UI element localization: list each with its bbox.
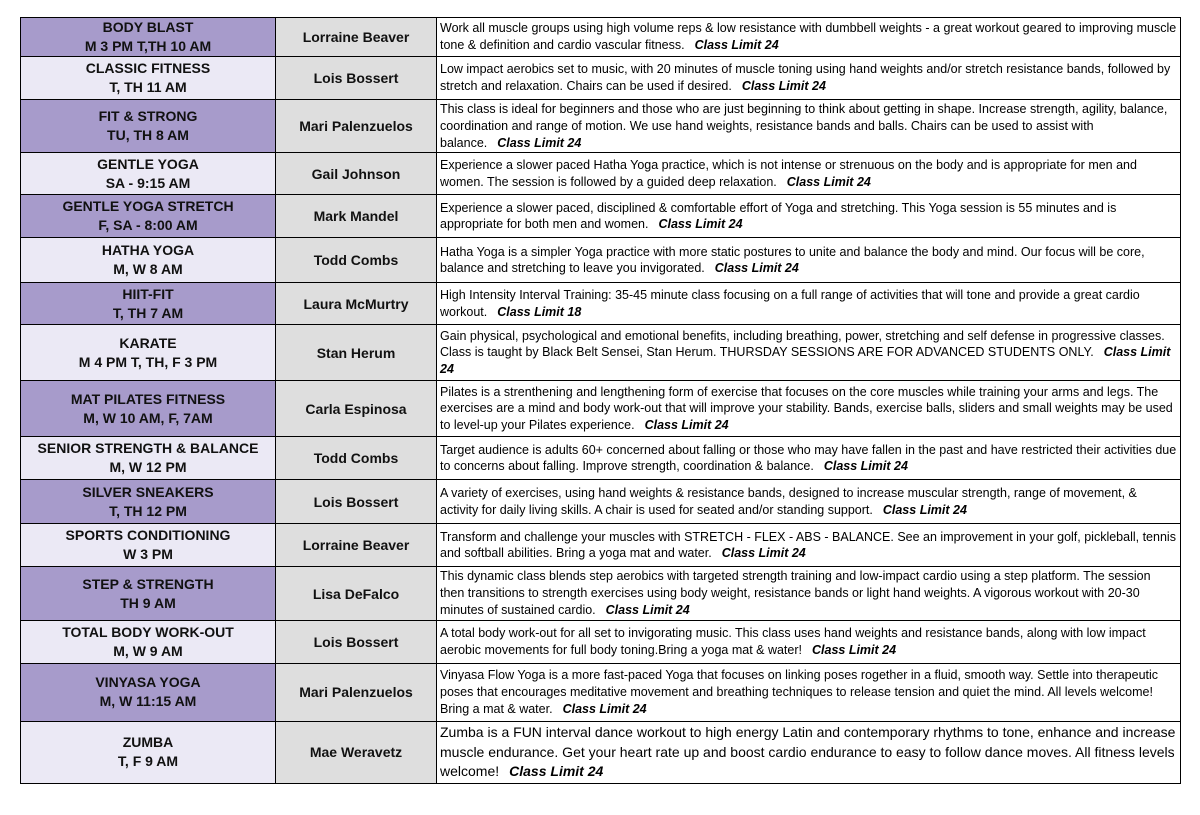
class-row <box>21 18 1181 57</box>
class-name: SPORTS CONDITIONING <box>65 527 231 544</box>
instructor-name: Laura McMurtry <box>276 283 437 325</box>
instructor-name: Mae Weravetz <box>276 721 437 783</box>
class-name: VINYASA YOGA <box>95 674 201 691</box>
class-cell <box>21 195 276 238</box>
description-cell <box>437 437 1181 480</box>
class-limit: Class Limit 24 <box>812 642 897 657</box>
class-cell <box>21 620 276 663</box>
description-cell <box>437 57 1181 100</box>
class-row <box>21 283 1181 325</box>
class-cell <box>21 524 276 567</box>
class-description: Experience a slower paced Hatha Yoga practice, which is not intense or strenuous on the body and is appropriate for men and women. The session is followed by a guided deep relaxation. <box>440 158 1137 189</box>
class-limit: Class Limit 24 <box>882 502 967 517</box>
class-limit: Class Limit 24 <box>823 459 908 474</box>
description-cell <box>437 567 1181 620</box>
description-cell <box>437 153 1181 195</box>
class-description: Target audience is adults 60+ concerned about falling or those who may have fallen in the past and have restricted their activities due to concerns about falling. Improve strength, coordination & balance. <box>440 442 1177 474</box>
class-time: T, F 9 AM <box>117 753 179 770</box>
description-cell <box>437 100 1181 153</box>
class-cell <box>21 480 276 524</box>
class-time: SA - 9:15 AM <box>105 174 191 191</box>
class-name: TOTAL BODY WORK-OUT <box>62 623 234 640</box>
class-description: High Intensity Interval Training: 35-45 minute class focusing on a full range of activities that will tone and provide a great cardio workout. <box>440 288 1140 319</box>
instructor-name: Todd Combs <box>276 437 437 480</box>
description-cell <box>437 620 1181 663</box>
class-name: SILVER SNEAKERS <box>82 483 214 500</box>
class-time: T, TH 11 AM <box>109 79 187 95</box>
class-time: TU, TH 8 AM <box>107 127 189 144</box>
class-name: HIIT-FIT <box>122 285 174 302</box>
description-cell <box>437 195 1181 238</box>
class-time: M 4 PM T, TH, F 3 PM <box>78 353 218 370</box>
class-cell <box>21 567 276 620</box>
class-cell <box>21 100 276 153</box>
class-description: This dynamic class blends step aerobics with targeted strength training and low-impact cardio using a step platform. The session then transitions to strength exercises using body weight, resistance bands or light hand weights. A vigorous workout with 20-30 minutes of sustained cardio. <box>440 569 1151 617</box>
class-limit: Class Limit 24 <box>562 701 647 716</box>
class-limit: Class Limit 24 <box>509 763 604 780</box>
class-name: HATHA YOGA <box>101 242 195 259</box>
class-name: GENTLE YOGA <box>97 155 199 172</box>
class-limit: Class Limit 24 <box>741 79 826 93</box>
class-row <box>21 100 1181 153</box>
class-cell <box>21 18 276 57</box>
class-name: FIT & STRONG <box>98 108 198 125</box>
class-name: MAT PILATES FITNESS <box>70 390 226 407</box>
class-limit: Class Limit 24 <box>644 418 729 433</box>
class-description: Gain physical, psychological and emotional benefits, including breathing, power, stretching and self defense in progressive classes. Class is taught by Black Belt Sensei, Stan Herum. THURSDAY SESSIONS ARE FOR ADVANCED STUDENTS ONLY. <box>440 328 1165 360</box>
class-name: CLASSIC FITNESS <box>85 60 211 76</box>
class-time: M, W 10 AM, F, 7AM <box>83 409 213 426</box>
instructor-name: Mari Palenzuelos <box>276 100 437 153</box>
instructor-name: Lois Bossert <box>276 480 437 524</box>
class-row <box>21 325 1181 381</box>
class-description: Experience a slower paced, disciplined & comfortable effort of Yoga and stretching. This Yoga session is 55 minutes and is appropriate for both men and women. <box>440 200 1117 232</box>
class-name: ZUMBA <box>122 734 174 751</box>
class-time: M, W 12 PM <box>109 459 187 476</box>
instructor-name: Stan Herum <box>276 325 437 381</box>
class-name: BODY BLAST <box>102 19 194 35</box>
class-cell <box>21 663 276 721</box>
class-time: T, TH 7 AM <box>112 304 184 321</box>
class-time: M 3 PM T,TH 10 AM <box>84 38 212 54</box>
class-limit: Class Limit 24 <box>440 345 1171 377</box>
class-description: A variety of exercises, using hand weights & resistance bands, designed to increase muscular strength, range of movement, & activity for daily living skills. A chair is used for seated and/or standing support. <box>440 486 1137 517</box>
instructor-name: Todd Combs <box>276 238 437 283</box>
class-description: Vinyasa Flow Yoga is a more fast-paced Yoga that focuses on linking poses rogether in a fluid, smooth way. Settle into therapeutic poses that encourages meditative movement and breathing techniques to release tension and quiet the mind. All levels welcome! Bring a mat & water. <box>440 668 1159 716</box>
instructor-name: Mari Palenzuelos <box>276 663 437 721</box>
class-description: Pilates is a strenthening and lengthening form of exercise that focuses on the core muscles while training your arms and legs. The exercises are a mind and body work-out that will improve your stability. Bands, exercise balls, sliders and small weights may be used to level-up your Pilates experience. <box>440 384 1173 433</box>
class-row <box>21 153 1181 195</box>
class-row <box>21 437 1181 480</box>
class-name: STEP & STRENGTH <box>82 575 214 592</box>
class-time: T, TH 12 PM <box>109 502 187 519</box>
class-description: This class is ideal for beginners and those who are just beginning to think about getting in shape. Increase strength, agility, balance, coordination and range of motion. We use hand weights, resistance bands and balls. Chairs can be used to assist with balance. <box>440 102 1168 150</box>
description-cell <box>437 325 1181 381</box>
class-cell <box>21 325 276 381</box>
class-cell <box>21 437 276 480</box>
class-description: Hatha Yoga is a simpler Yoga practice with more static postures to unite and balance the body and mind. Our focus will be core, balance and stretching to leave you invigorated. <box>440 244 1145 276</box>
class-cell <box>21 721 276 783</box>
class-limit: Class Limit 24 <box>714 261 799 276</box>
class-cell <box>21 57 276 100</box>
class-cell <box>21 153 276 195</box>
description-cell <box>437 663 1181 721</box>
class-limit: Class Limit 24 <box>721 546 806 561</box>
class-row <box>21 524 1181 567</box>
class-row <box>21 381 1181 437</box>
class-row <box>21 480 1181 524</box>
description-cell <box>437 283 1181 325</box>
class-row <box>21 238 1181 283</box>
instructor-name: Lois Bossert <box>276 57 437 100</box>
description-cell <box>437 524 1181 567</box>
instructor-name: Lorraine Beaver <box>276 524 437 567</box>
instructor-name: Lisa DeFalco <box>276 567 437 620</box>
class-row <box>21 663 1181 721</box>
class-row <box>21 195 1181 238</box>
class-description: Zumba is a FUN interval dance workout to high energy Latin and contemporary rhythms to tone, enhance and increase muscle endurance. Get your heart rate up and boost cardio endurance to easy to follow dance moves. All fitness levels welcome! <box>440 724 1176 780</box>
instructor-name: Lois Bossert <box>276 620 437 663</box>
description-cell <box>437 480 1181 524</box>
class-name: KARATE <box>119 334 177 351</box>
instructor-name: Mark Mandel <box>276 195 437 238</box>
description-cell <box>437 381 1181 437</box>
class-time: M, W 9 AM <box>113 642 183 659</box>
instructor-name: Lorraine Beaver <box>276 18 437 57</box>
class-time: W 3 PM <box>123 546 173 563</box>
class-cell <box>21 381 276 437</box>
class-row <box>21 721 1181 783</box>
class-limit: Class Limit 24 <box>605 602 690 617</box>
class-row <box>21 57 1181 100</box>
instructor-name: Gail Johnson <box>276 153 437 195</box>
instructor-name: Carla Espinosa <box>276 381 437 437</box>
class-name: GENTLE YOGA STRETCH <box>62 198 234 215</box>
class-cell <box>21 283 276 325</box>
class-name: SENIOR STRENGTH & BALANCE <box>37 440 259 457</box>
class-limit: Class Limit 24 <box>786 174 871 189</box>
class-description: A total body work-out for all set to invigorating music. This class uses hand weights and resistance bands, along with low impact aerobic movements for full body toning.Bring a yoga mat & water! <box>440 625 1146 657</box>
class-cell <box>21 238 276 283</box>
schedule-body <box>21 18 1181 784</box>
class-schedule-table <box>20 17 1181 784</box>
description-cell <box>437 238 1181 283</box>
class-time: F, SA - 8:00 AM <box>98 217 198 234</box>
description-cell <box>437 18 1181 57</box>
description-cell <box>437 721 1181 783</box>
class-time: M, W 11:15 AM <box>99 693 197 710</box>
class-description: Work all muscle groups using high volume reps & low resistance with dumbbell weights - a great workout geared to improving muscle tone & definition and cardio vascular fitness. <box>440 21 1177 52</box>
class-row <box>21 620 1181 663</box>
class-limit: Class Limit 24 <box>497 135 582 150</box>
class-limit: Class Limit 24 <box>694 38 779 52</box>
class-description: Low impact aerobics set to music, with 20 minutes of muscle toning using hand weights and/or stretch resistance bands, followed by stretch and relaxation. Chairs can be used if desired. <box>440 62 1171 93</box>
class-row <box>21 567 1181 620</box>
class-limit: Class Limit 18 <box>497 304 582 319</box>
class-time: M, W 8 AM <box>113 261 183 278</box>
class-limit: Class Limit 24 <box>658 217 743 232</box>
class-time: TH 9 AM <box>120 594 176 611</box>
class-description: Transform and challenge your muscles with STRETCH - FLEX - ABS - BALANCE. See an improvement in your golf, pickleball, tennis and softball abilities. Bring a yoga mat and water. <box>440 529 1176 561</box>
